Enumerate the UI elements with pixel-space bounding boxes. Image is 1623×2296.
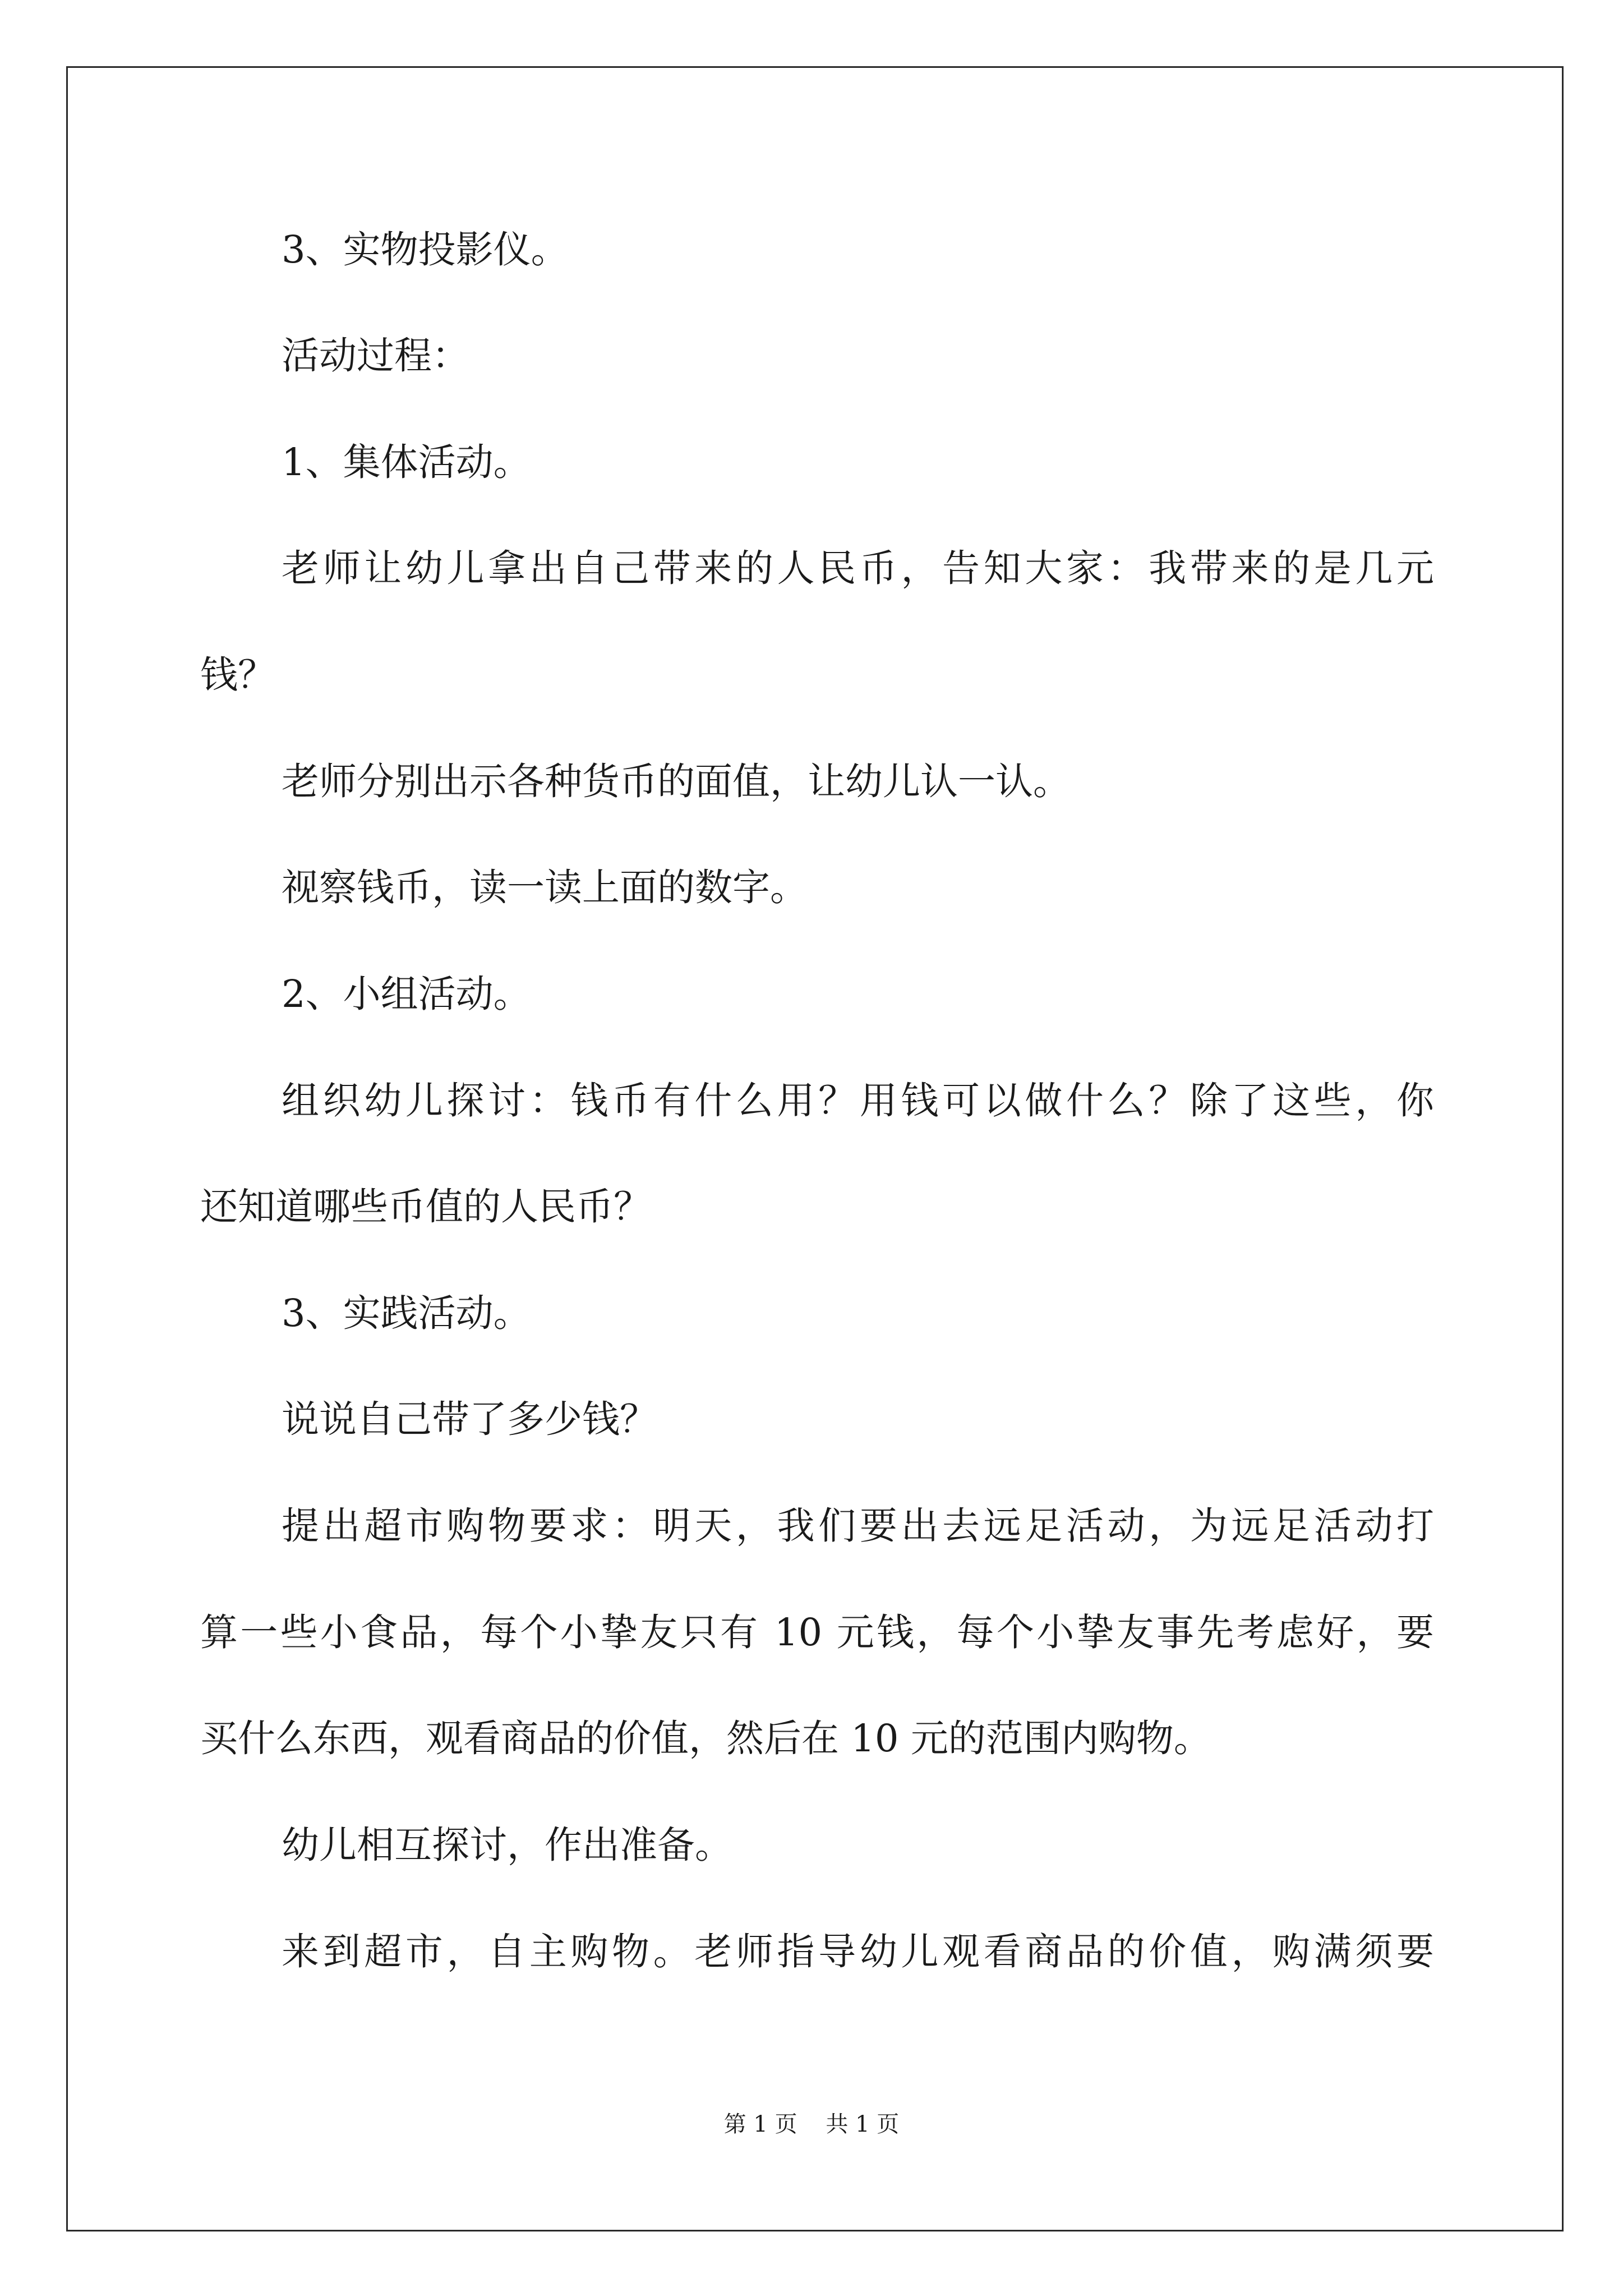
text-line: 幼儿相互探讨，作出准备。	[282, 1823, 732, 1867]
text-line: 2、小组活动。	[282, 972, 531, 1016]
text-line: 3、实践活动。	[282, 1291, 531, 1335]
text-line: 老师分别出示各种货币的面值，让幼儿认一认。	[282, 760, 1071, 803]
text-line: 活动过程：	[282, 334, 469, 378]
text-line: 买什么东西，观看商品的价值，然后在 10 元的范围内购物。	[200, 1717, 1211, 1760]
text-line: 钱？	[200, 653, 275, 697]
page-footer	[0, 2113, 1623, 2136]
page-number-label: 第 1 页 共 1 页	[723, 2111, 900, 2137]
text-line: 提出超市购物要求：明天，我们要出去远足活动，为远足活动打	[282, 1504, 1434, 1548]
text-line: 视察钱币，读一读上面的数字。	[282, 866, 808, 909]
text-line: 来到超市，自主购物。老师指导幼儿观看商品的价值，购满须要	[282, 1930, 1434, 1973]
text-line: 1、集体活动。	[282, 440, 531, 484]
text-line: 说说自己带了多少钱？	[282, 1397, 657, 1441]
text-line: 组织幼儿探讨：钱币有什么用？用钱可以做什么？除了这些，你	[282, 1079, 1434, 1122]
page-border	[66, 66, 1564, 2231]
text-line: 算一些小食品，每个小挚友只有 10 元钱，每个小挚友事先考虑好，要	[200, 1611, 1434, 1654]
text-line: 老师让幼儿拿出自己带来的人民币，告知大家：我带来的是几元	[282, 546, 1434, 590]
text-line: 还知道哪些币值的人民币？	[200, 1185, 651, 1228]
text-line: 3、实物投影仪。	[282, 228, 569, 272]
